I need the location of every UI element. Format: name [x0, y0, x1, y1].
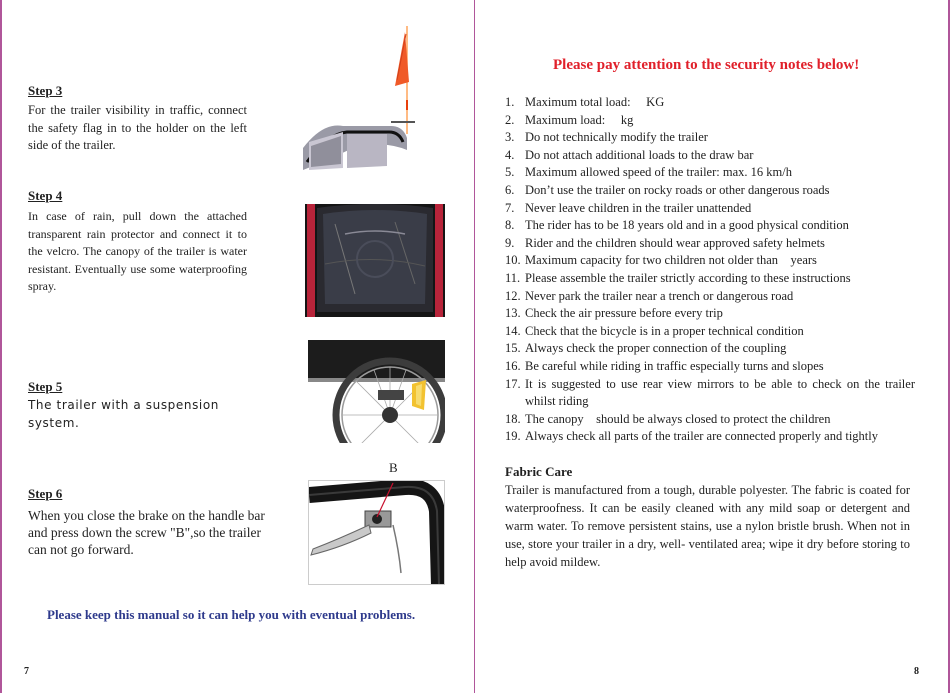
page-number-left: 7 [24, 666, 29, 677]
step-6-text: When you close the brake on the handle bar and press down the screw "B",so the trailer can not go forward. [28, 508, 265, 557]
security-note: 19. Always check all parts of the trailer are connected properly and tightly [505, 429, 878, 444]
security-note: 4. Do not attach additional loads to the draw bar [505, 147, 754, 162]
step-3-text: For the trailer visibility in traffic, connect the safety flag in to the holder on the left side of the trailer. [28, 103, 247, 152]
security-note: 7. Never leave children in the trailer unattended [505, 200, 752, 215]
security-note: 2. Maximum load: kg [505, 112, 634, 127]
step-5-text: The trailer with a suspension system. [28, 398, 220, 430]
step-4-heading: Step 4 [28, 188, 63, 203]
security-note: 10. Maximum capacity for two children not older than years [505, 253, 817, 268]
left-page-edge [0, 0, 2, 693]
security-note: 8. The rider has to be 18 years old and in a good physical condition [505, 218, 849, 233]
step-3-heading: Step 3 [28, 83, 63, 98]
step-6-heading: Step 6 [28, 486, 63, 501]
security-note: 18. The canopy should be always closed to protect the children [505, 411, 831, 426]
safety-flag-figure [303, 22, 423, 172]
security-note: 9. Rider and the children should wear approved safety helmets [505, 235, 825, 250]
security-note: 13. Check the air pressure before every trip [505, 306, 723, 321]
security-note: 12. Never park the trailer near a trench or dangerous road [505, 288, 794, 303]
suspension-wheel-figure [308, 340, 445, 443]
figure-label-b: B [389, 460, 398, 475]
security-note: 11. Please assemble the trailer strictly according to these instructions [505, 270, 851, 285]
security-note: 16. Be careful while riding in traffic especially turns and slopes [505, 358, 824, 373]
page-number-right: 8 [914, 666, 919, 677]
security-notes-title: Please pay attention to the security notes below! [553, 57, 860, 73]
security-note: 17. It is suggested to use rear view mirrors to be able to check on the trailer whilst riding [505, 376, 915, 409]
page-spine [474, 0, 475, 693]
step-5-heading: Step 5 [28, 379, 63, 394]
security-notes-list [505, 94, 915, 446]
security-note: 1. Maximum total load: KG [505, 95, 665, 109]
security-note: 5. Maximum allowed speed of the trailer: max. 16 km/h [505, 165, 792, 180]
security-note: 6. Don’t use the trailer on rocky roads or other dangerous roads [505, 182, 830, 197]
keep-manual-note: Please keep this manual so it can help you with eventual problems. [47, 607, 416, 622]
fabric-care-text: Trailer is manufactured from a tough, durable polyester. The fabric is coated for waterproofness. It can be easily cleaned with any mild soap or detergent and warm water. To remove persistent stains, use a nylon bristle brush. When not in use, store your trailer in a dry, well- ventilated area; wipe it dry before storing to help avoid mildew. [505, 483, 910, 569]
step-4-text: In case of rain, pull down the attached transparent rain protector and connect it to the velcro. The canopy of the trailer is water resistant. Eventually use some waterproofing spray. [28, 209, 247, 293]
fabric-care-title: Fabric Care [505, 464, 573, 479]
security-note: 15. Always check the proper connection of the coupling [505, 341, 787, 356]
security-note: 3. Do not technically modify the trailer [505, 130, 708, 145]
brake-handle-figure [308, 480, 445, 585]
security-note: 14. Check that the bicycle is in a proper technical condition [505, 323, 804, 338]
rain-cover-figure [305, 204, 445, 317]
